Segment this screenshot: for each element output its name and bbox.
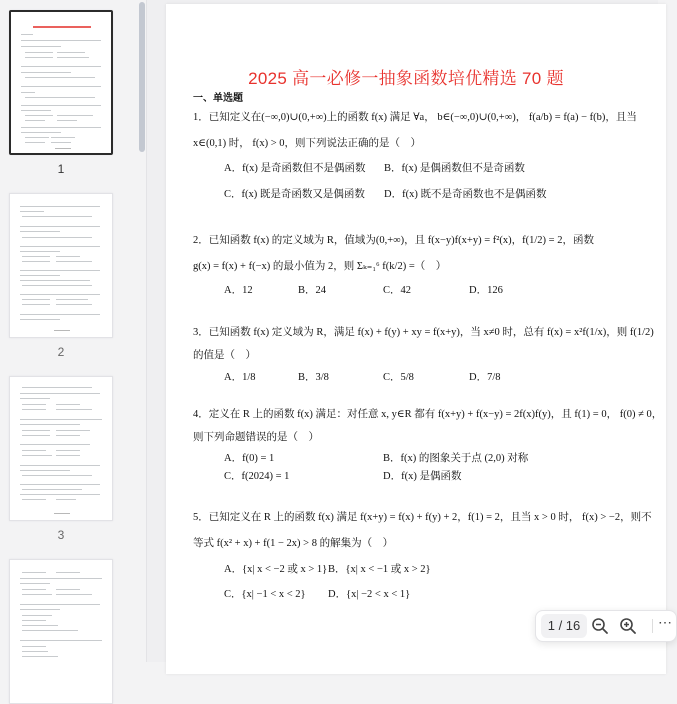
thumbnail-page-1[interactable] bbox=[9, 10, 113, 155]
more-options-button[interactable]: ⋯ bbox=[658, 614, 672, 630]
option-text: f(x) 是偶函数 bbox=[401, 471, 462, 482]
question-4-option-d bbox=[383, 468, 461, 483]
question-5-line-2: 等式 f(x² + x) + f(1 − 2x) > 8 的解集为（ ） bbox=[193, 538, 394, 549]
option-text: {x| x < −2 或 x > 1} bbox=[242, 564, 328, 575]
question-3-line-1: 3．已知函数 f(x) 定义域为 R，满足 f(x) + f(y) + xy = f(x+y)，当 x≠0 时，总有 f(x) = x²f(1/x)，则 f(1/2) bbox=[193, 327, 654, 338]
option-text: 126 bbox=[487, 285, 503, 296]
question-4-option-b bbox=[383, 450, 528, 465]
question-2-line-1: 2．已知函数 f(x) 的定义域为 R，值域为(0,+∞)，且 f(x−y)f(x+y) = f²(x)，f(1/2) = 2，函数 bbox=[193, 235, 594, 246]
document-title: 2025 高一必修一抽象函数培优精选 70 题 bbox=[248, 69, 564, 88]
question-4-line-1: 4．定义在 R 上的函数 f(x) 满足：对任意 x, y∈R 都有 f(x+y) + f(x−y) = 2f(x)f(y)，且 f(1) = 0， f(0) ≠ 0， bbox=[193, 409, 663, 420]
floating-toolbar bbox=[535, 610, 677, 642]
sidebar-scrollbar[interactable] bbox=[139, 2, 145, 152]
option-text: {x| −1 < x < 2} bbox=[241, 589, 306, 600]
option-text: 24 bbox=[315, 285, 327, 296]
question-4-option-a bbox=[224, 450, 274, 465]
question-3-option-d bbox=[469, 369, 501, 384]
question-1-option-b bbox=[384, 160, 525, 175]
question-1-option-a bbox=[224, 160, 365, 175]
thumbnail-page-number: 2 bbox=[57, 345, 65, 359]
question-2-line-2: g(x) = f(x) + f(−x) 的最小值为 2，则 Σₖ₌₁⁶ f(k/2) =（ ） bbox=[193, 261, 447, 272]
option-label: A． bbox=[224, 285, 243, 296]
option-text: {x| −2 < x < 1} bbox=[346, 589, 411, 600]
question-4-option-c bbox=[224, 468, 289, 483]
option-label: C． bbox=[383, 372, 401, 383]
thumbnail-page-3[interactable] bbox=[9, 376, 113, 521]
question-4-line-2: 则下列命题错误的是（ ） bbox=[193, 432, 319, 443]
thumbnail-image[interactable] bbox=[9, 559, 113, 704]
zoom-out-icon[interactable] bbox=[591, 617, 609, 635]
question-5-option-d bbox=[328, 586, 410, 601]
question-5-option-a bbox=[224, 561, 327, 576]
option-text: f(x) 既不是奇函数也不是偶函数 bbox=[402, 189, 547, 200]
thumbnail-page-4[interactable] bbox=[9, 559, 113, 704]
option-text: 5/8 bbox=[400, 372, 414, 383]
document-viewer bbox=[147, 0, 663, 662]
document-page bbox=[166, 4, 666, 674]
question-5-line-1: 5．已知定义在 R 上的函数 f(x) 满足 f(x+y) = f(x) + f(y) + 2，f(1) = 2，且当 x > 0 时， f(x) > −2，则不 bbox=[193, 512, 652, 523]
option-label: B． bbox=[298, 285, 316, 296]
question-1-option-c bbox=[224, 186, 365, 201]
option-label: C． bbox=[224, 471, 242, 482]
question-3-option-a bbox=[224, 369, 256, 384]
thumbnail-page-2[interactable] bbox=[9, 193, 113, 338]
option-label: B． bbox=[384, 163, 402, 174]
thumbnail-image[interactable] bbox=[9, 376, 113, 521]
option-text: 3/8 bbox=[315, 372, 329, 383]
option-text: f(x) 的图象关于点 (2,0) 对称 bbox=[400, 453, 529, 464]
question-5-option-c bbox=[224, 586, 306, 601]
option-label: B． bbox=[383, 453, 401, 464]
option-label: C． bbox=[224, 189, 242, 200]
option-label: B． bbox=[298, 372, 316, 383]
thumbnail-image[interactable] bbox=[9, 10, 113, 155]
section-heading: 一、单选题 bbox=[193, 93, 243, 104]
option-text: 42 bbox=[400, 285, 412, 296]
option-label: B． bbox=[328, 564, 346, 575]
thumbnail-page-number: 3 bbox=[57, 528, 65, 542]
option-label: D． bbox=[469, 372, 488, 383]
question-1-line-2: x∈(0,1) 时， f(x) > 0，则下列说法正确的是（ ） bbox=[193, 138, 422, 149]
question-1-line-1: 1．已知定义在(−∞,0)∪(0,+∞)上的函数 f(x) 满足 ∀a， b∈(−∞,0)∪(0,+∞)， f(a/b) = f(a) − f(b)，且当 bbox=[193, 112, 637, 123]
thumbnail-page-number: 1 bbox=[57, 162, 65, 176]
option-label: D． bbox=[469, 285, 488, 296]
question-2-option-b bbox=[298, 282, 326, 297]
option-text: {x| x < −1 或 x > 2} bbox=[345, 564, 431, 575]
option-label: D． bbox=[328, 589, 347, 600]
question-2-option-a bbox=[224, 282, 253, 297]
thumbnail-sidebar bbox=[0, 0, 146, 662]
option-label: D． bbox=[383, 471, 402, 482]
option-text: f(0) = 1 bbox=[242, 453, 275, 464]
question-2-option-d bbox=[469, 282, 503, 297]
option-text: f(2024) = 1 bbox=[241, 471, 290, 482]
option-label: A． bbox=[224, 453, 243, 464]
zoom-in-icon[interactable] bbox=[619, 617, 637, 635]
question-2-option-c bbox=[383, 282, 411, 297]
question-3-line-2: 的值是（ ） bbox=[193, 350, 256, 361]
option-label: A． bbox=[224, 372, 243, 383]
option-label: C． bbox=[383, 285, 401, 296]
option-label: A． bbox=[224, 163, 243, 174]
thumbnail-image[interactable] bbox=[9, 193, 113, 338]
option-text: f(x) 是奇函数但不是偶函数 bbox=[242, 163, 366, 174]
question-1-option-d bbox=[384, 186, 546, 201]
option-label: A． bbox=[224, 564, 243, 575]
question-3-option-b bbox=[298, 369, 329, 384]
toolbar-divider bbox=[652, 619, 653, 633]
option-text: f(x) 既是奇函数又是偶函数 bbox=[241, 189, 365, 200]
option-label: C． bbox=[224, 589, 242, 600]
option-text: 7/8 bbox=[487, 372, 501, 383]
question-3-option-c bbox=[383, 369, 414, 384]
page-indicator[interactable]: 1 / 16 bbox=[541, 614, 587, 638]
option-label: D． bbox=[384, 189, 403, 200]
option-text: 12 bbox=[242, 285, 253, 296]
option-text: f(x) 是偶函数但不是奇函数 bbox=[401, 163, 525, 174]
question-5-option-b bbox=[328, 561, 431, 576]
option-text: 1/8 bbox=[242, 372, 256, 383]
